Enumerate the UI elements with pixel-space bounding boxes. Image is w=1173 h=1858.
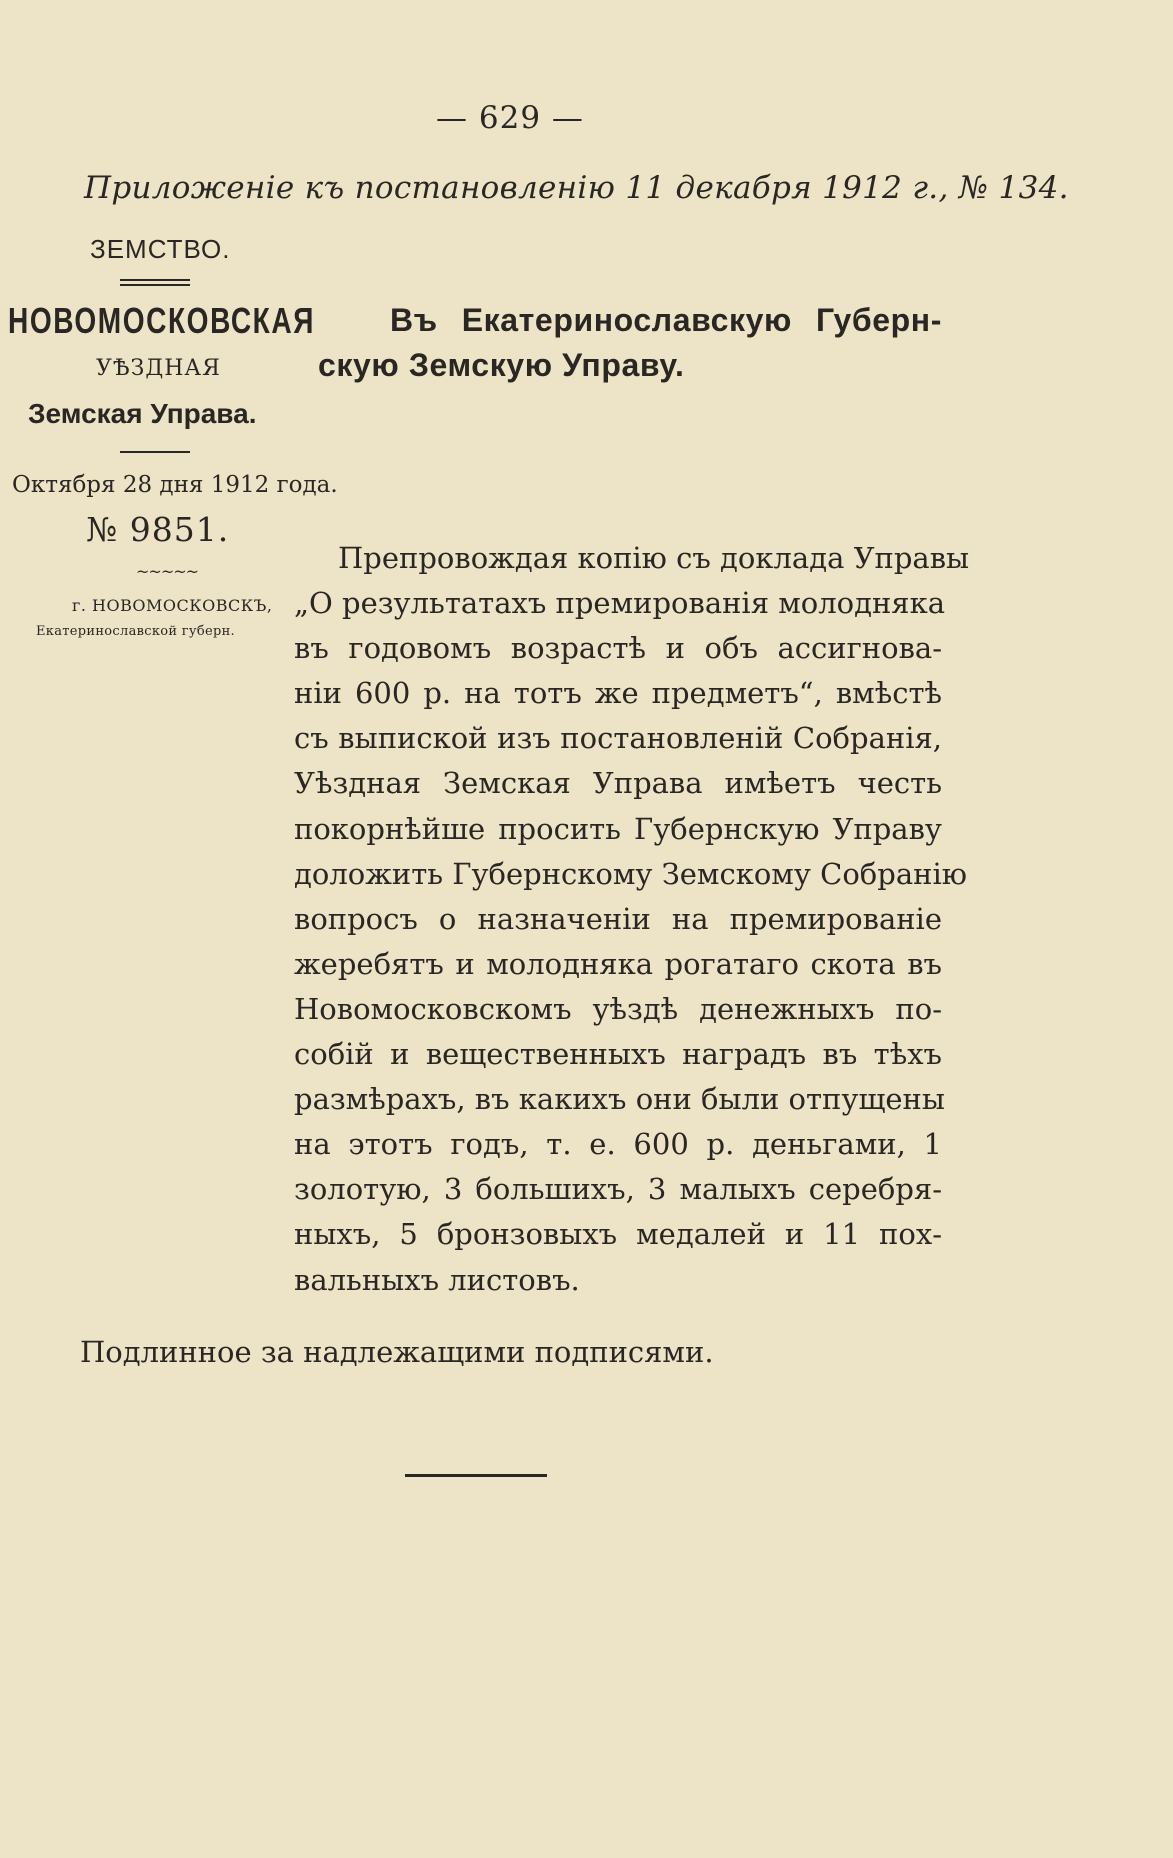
body-line: золотую, 3 большихъ, 3 малыхъ серебря- bbox=[294, 1172, 942, 1207]
addressee-line-2: скую Земскую Управу. bbox=[318, 347, 685, 383]
appendix-note: Приложеніе къ постановленію 11 декабря 1912 г., № 134. bbox=[84, 170, 1069, 206]
body-line: „О результатахъ премированія молодняка bbox=[294, 586, 946, 621]
letter-body bbox=[294, 536, 970, 1303]
body-line: съ выпиской изъ постановленій Собранія, bbox=[294, 721, 942, 756]
body-line: въ годовомъ возрастѣ и объ ассигнова- bbox=[294, 631, 942, 666]
body-line: Препровождая копію съ доклада Управы bbox=[338, 541, 970, 575]
tilde-ornament: ~~~~~ bbox=[136, 562, 199, 581]
organization-board: Земская Управа. bbox=[28, 398, 257, 429]
body-line: Новомосковскомъ уѣздѣ денежныхъ по- bbox=[294, 991, 942, 1026]
body-line: размѣрахъ, въ какихъ они были отпущены bbox=[294, 1082, 945, 1117]
body-line: ныхъ, 5 бронзовыхъ медалей и 11 пох- bbox=[294, 1217, 942, 1252]
organization-name: НОВОМОСКОВСКАЯ bbox=[8, 300, 315, 341]
body-line: Уѣздная Земская Управа имѣетъ честь bbox=[294, 766, 942, 801]
closing-remark: Подлинное за надлежащими подписями. bbox=[80, 1335, 714, 1369]
body-line: собій и вещественныхъ наградъ въ тѣхъ bbox=[294, 1037, 942, 1072]
letter-date: Октября 28 дня 1912 года. bbox=[12, 472, 338, 498]
end-rule bbox=[405, 1474, 547, 1477]
addressee bbox=[318, 298, 942, 388]
body-line: покорнѣйше просить Губернскую Управу bbox=[294, 811, 942, 846]
sender-divider bbox=[120, 451, 190, 453]
sender-city: г. НОВОМОСКОВСКЪ, bbox=[72, 596, 273, 615]
body-line: доложить Губернскому Земскому Собранію bbox=[294, 856, 967, 891]
sender-double-rule-bottom bbox=[120, 284, 190, 286]
body-line: вальныхъ листовъ. bbox=[294, 1262, 580, 1297]
body-line: ніи 600 р. на тотъ же предметъ“, вмѣстѣ bbox=[294, 676, 942, 711]
organization-type: УѢЗДНАЯ bbox=[96, 356, 221, 381]
sender-province: Екатеринославской губерн. bbox=[36, 624, 235, 639]
addressee-line-1: Въ Екатеринославскую Губерн- bbox=[390, 302, 942, 338]
body-line: вопросъ о назначеніи на премированіе bbox=[294, 901, 942, 936]
sender-double-rule-top bbox=[120, 279, 190, 281]
zemstvo-label: ЗЕМСТВО. bbox=[90, 234, 231, 264]
registration-number: № 9851. bbox=[86, 510, 230, 549]
body-line: жеребятъ и молодняка рогатаго скота въ bbox=[294, 946, 942, 981]
body-line: на этотъ годъ, т. е. 600 р. деньгами, 1 bbox=[294, 1127, 942, 1162]
page-number: — 629 — bbox=[436, 100, 584, 136]
